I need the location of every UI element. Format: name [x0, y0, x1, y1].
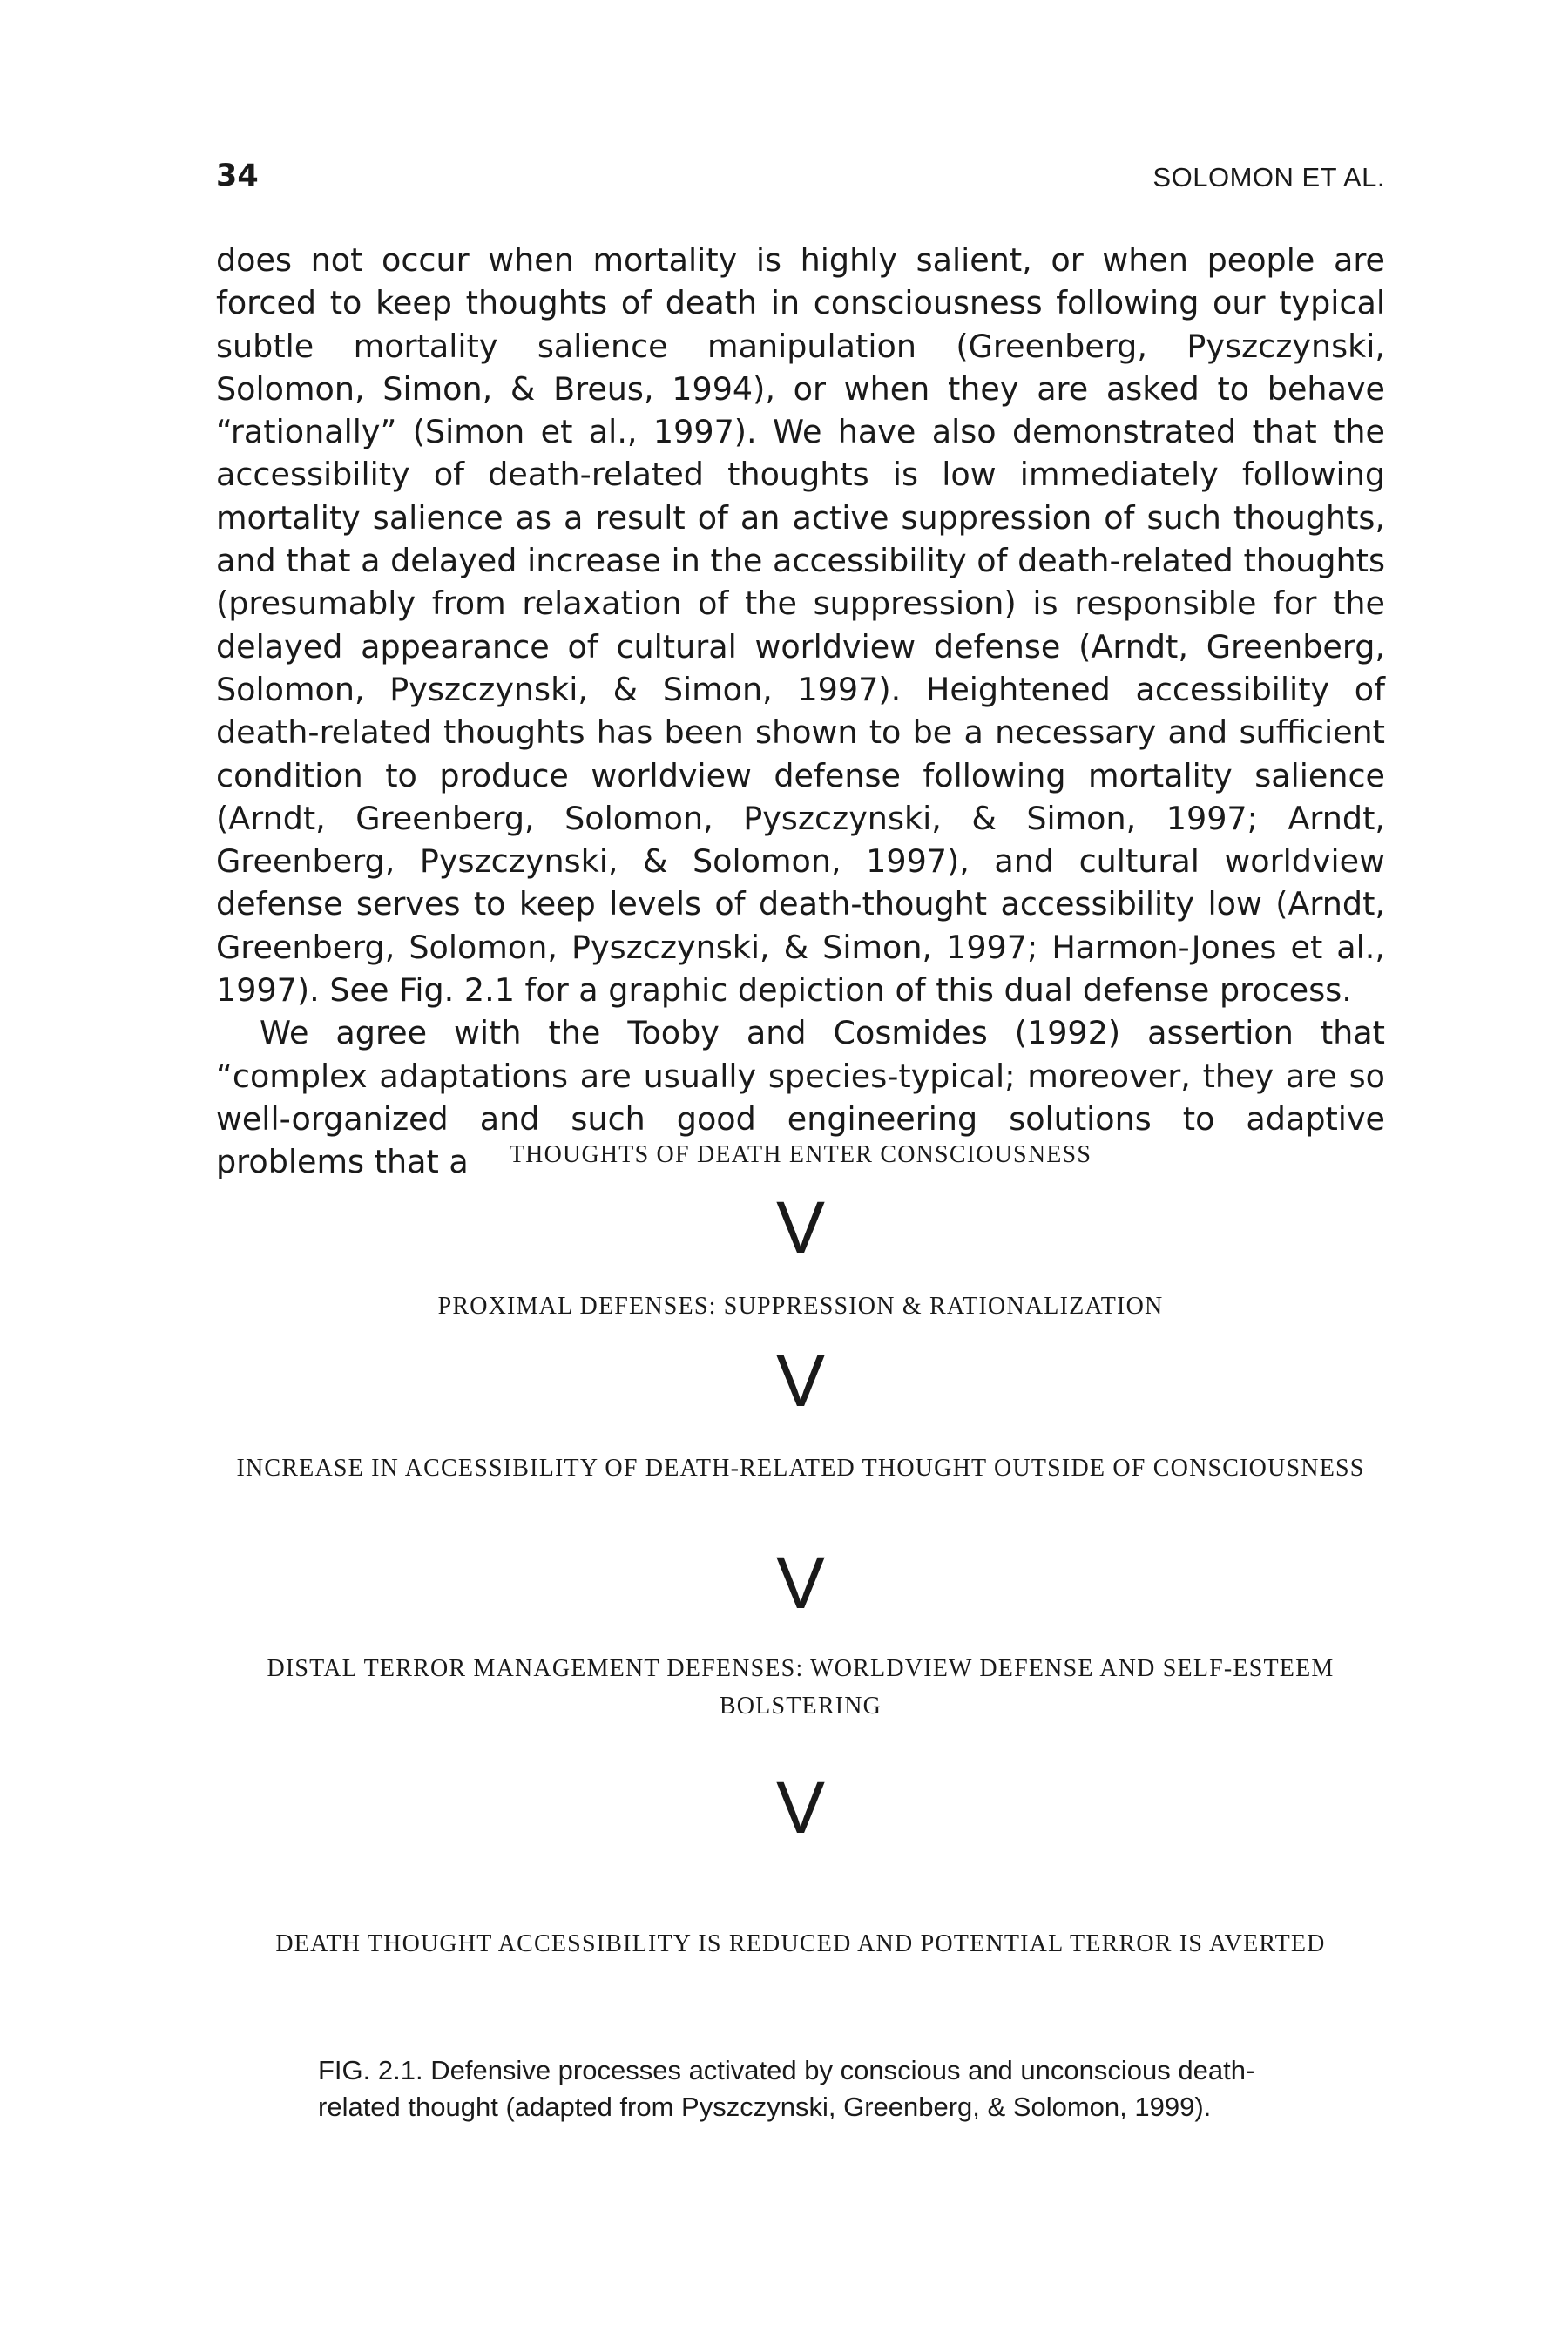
flow-step-distal-defenses: DISTAL TERROR MANAGEMENT DEFENSES: WORLDVIEW DEFENSE AND SELF-ESTEEM BOLSTERING	[267, 1655, 1335, 1720]
flow-step-increase-accessibility: INCREASE IN ACCESSIBILITY OF DEATH-RELATED THOUGHT OUTSIDE OF CONSCIOUSNESS	[236, 1455, 1365, 1482]
defense-process-flowchart	[216, 1136, 1385, 2019]
flow-step-thoughts-enter-consciousness: THOUGHTS OF DEATH ENTER CONSCIOUSNESS	[509, 1141, 1092, 1168]
flow-arrow-down-icon: V	[775, 1767, 826, 1848]
running-title: SOLOMON ET AL.	[1152, 162, 1385, 193]
flow-step-terror-averted: DEATH THOUGHT ACCESSIBILITY IS REDUCED AND POTENTIAL TERROR IS AVERTED	[275, 1930, 1326, 1957]
paragraph-continued: does not occur when mortality is highly salient, or when people are forced to keep thoughts of death in consciousness following our typical subtle mortality salience manipulation (Greenberg, Pyszczynski, Solomon, Simon, & Breus, 1994), or when they are asked to behave “rationally” (Simon et al., 1997). We have also demonstrated that the accessibility of death-related thoughts is low immediately following mortality salience as a result of an active suppression of such thoughts, and that a delayed increase in the accessibility of death-related thoughts (presumably from relaxation of the suppression) is responsible for the delayed appearance of cultural worldview defense (Arndt, Greenberg, Solomon, Pyszczynski, & Simon, 1997). Heightened accessibility of death-related thoughts has been shown to be a necessary and sufficient condition to produce worldview defense following mortality salience (Arndt, Greenberg, Solomon, Pyszczynski, & Simon, 1997; Arndt, Greenberg, Pyszczynski, & Solomon, 1997), and cultural worldview defense serves to keep levels of death-thought accessibility low (Arndt, Greenberg, Solomon, Pyszczynski, & Simon, 1997; Harmon-Jones et al., 1997). See Fig. 2.1 for a graphic depiction of this dual defense process.	[216, 241, 1385, 1010]
flow-arrow-down-icon: V	[775, 1542, 826, 1624]
flow-arrow-down-icon: V	[775, 1340, 826, 1422]
figure-caption: FIG. 2.1. Defensive processes activated by conscious and unconscious deathrelated thought (adapted from Pyszczynski, Greenberg, & Solomon, 1999).	[318, 2055, 1255, 2122]
running-head	[216, 157, 1385, 200]
body-text	[216, 239, 1385, 1184]
figure-2-1	[216, 1136, 1385, 2122]
paragraph-tooby-cosmides: We agree with the Tooby and Cosmides (1992) assertion that “complex adaptations are usually species-typical; moreover, they are so well-organized and such good engineering solutions to adaptive problems that a	[216, 1014, 1385, 1181]
flow-arrow-down-icon: V	[775, 1186, 826, 1268]
flow-step-proximal-defenses: PROXIMAL DEFENSES: SUPPRESSION & RATIONALIZATION	[437, 1293, 1164, 1320]
page-number: 34	[216, 159, 259, 193]
